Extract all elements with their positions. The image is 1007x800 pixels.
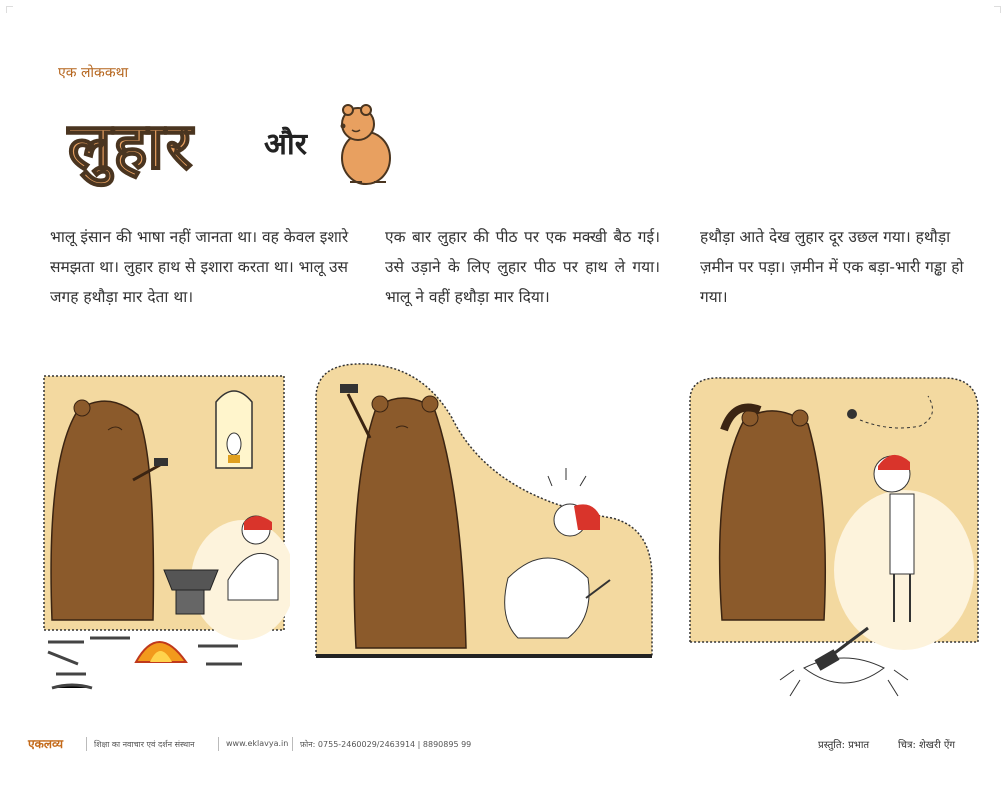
author-credit: प्रस्तुति: प्रभात bbox=[818, 740, 870, 751]
story-text-col1: भालू इंसान की भाषा नहीं जानता था। वह केवल इशारे समझता था। लुहार हाथ से इशारा करता था। भालू उस जगह हथौड़ा मार देता था। bbox=[50, 228, 349, 306]
story-text-col2: एक बार लुहार की पीठ पर एक मक्खी बैठ गई। उसे उड़ाने के लिए लुहार पीठ पर हाथ ले गया। भालू ने वहीं हथौड़ा मार दिया। bbox=[385, 228, 660, 306]
story-title bbox=[68, 100, 408, 192]
eyebrow-label: एक लोककथा bbox=[58, 65, 129, 81]
story-text-col3: हथौड़ा आते देख लुहार दूर उछल गया। हथौड़ा ज़मीन पर पड़ा। ज़मीन में एक बड़ा-भारी गड्ढा हो गया। bbox=[700, 228, 964, 306]
title-word-and: और bbox=[264, 127, 307, 162]
bear-icon bbox=[330, 102, 400, 186]
illustration-panel-strike bbox=[312, 358, 658, 668]
title-word-blacksmith: लुहार bbox=[68, 110, 195, 184]
illustration-panel-pit bbox=[684, 370, 984, 700]
footer-divider bbox=[218, 737, 219, 751]
illustration-panel-forge bbox=[38, 370, 290, 700]
illustrator-credit: चित्र: शेखरी ऐंग bbox=[898, 740, 956, 751]
corner-tl bbox=[6, 6, 13, 13]
publisher-logo: एकलव्य bbox=[28, 737, 64, 751]
footer bbox=[0, 733, 1007, 757]
footer-divider bbox=[86, 737, 87, 751]
publisher-phone: फ़ोन: 0755-2460029/2463914 | 8890895 99 bbox=[300, 740, 472, 749]
corner-tr bbox=[994, 6, 1001, 13]
publisher-website[interactable]: www.eklavya.in bbox=[226, 739, 289, 748]
footer-divider bbox=[292, 737, 293, 751]
publisher-tagline: शिक्षा का नवाचार एवं दर्शन संस्थान bbox=[94, 740, 195, 749]
